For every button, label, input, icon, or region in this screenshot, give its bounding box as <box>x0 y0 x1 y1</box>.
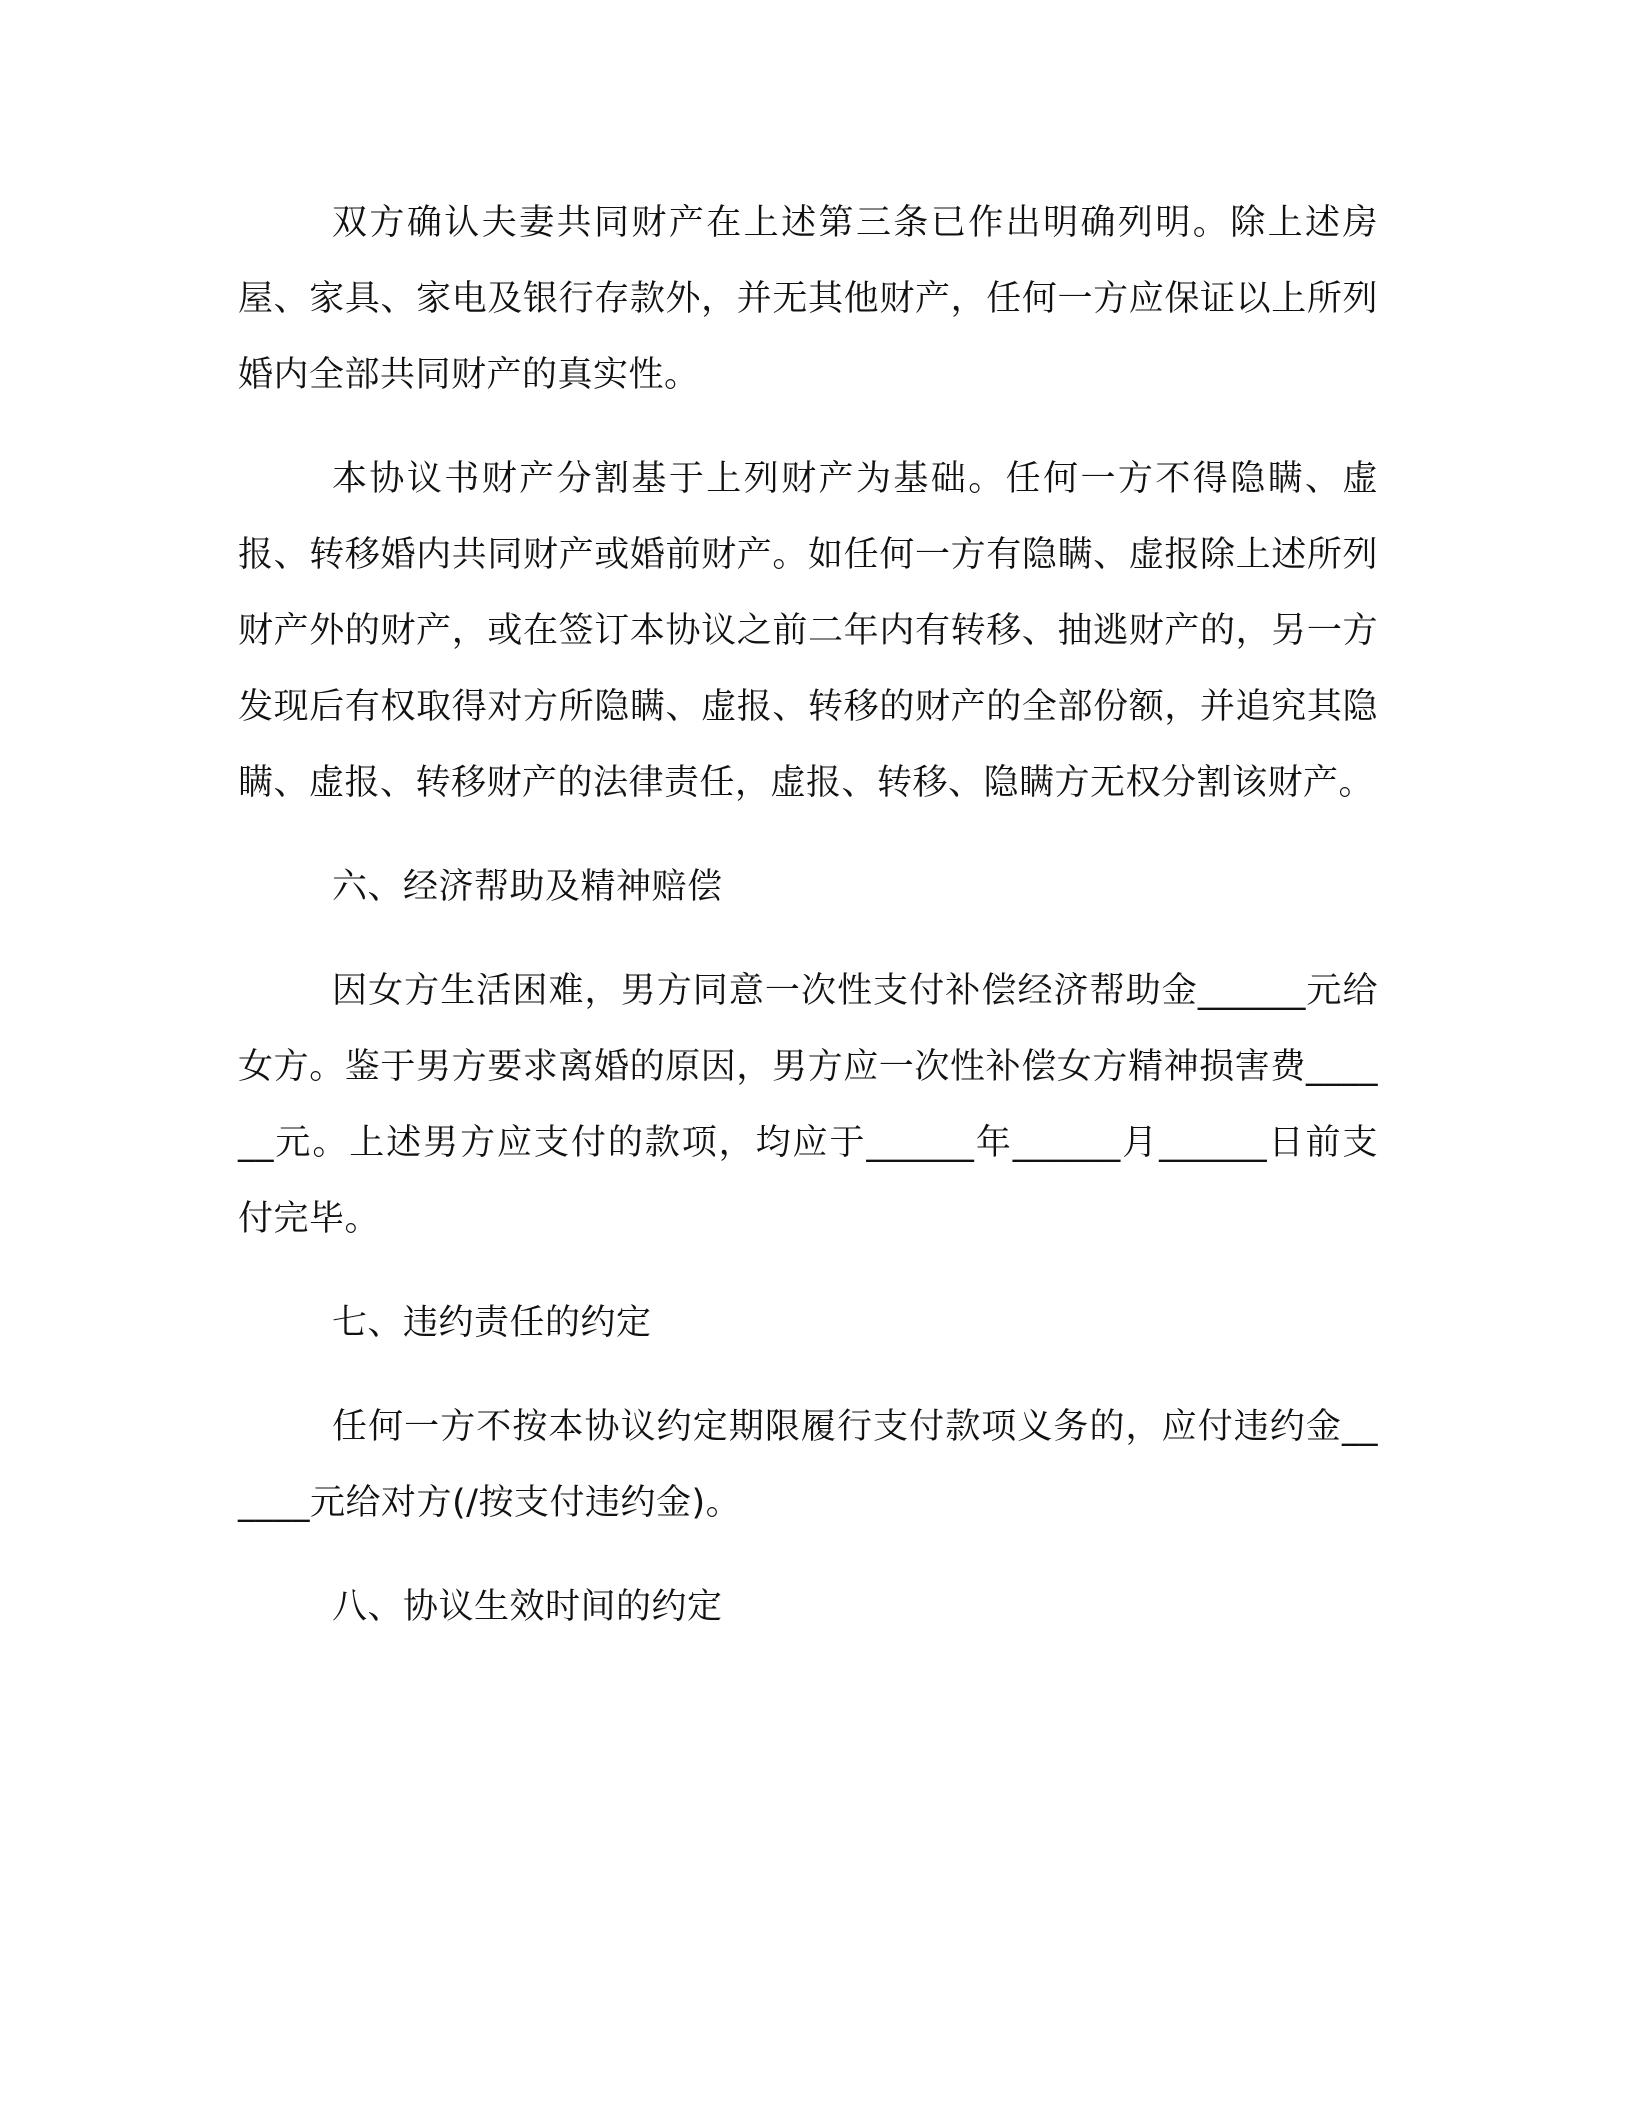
paragraph-breach-liability: 任何一方不按本协议约定期限履行支付款项义务的，应付违约金______元给对方(/按支付违约金)。 <box>238 1407 1378 1523</box>
document-body <box>238 185 1378 1645</box>
section-heading-8: 八、协议生效时间的约定 <box>332 1587 723 1627</box>
paragraph-property-confirmation: 双方确认夫妻共同财产在上述第三条已作出明确列明。除上述房屋、家具、家电及银行存款外，并无其他财产，任何一方应保证以上所列婚内全部共同财产的真实性。 <box>238 203 1378 395</box>
paragraph-property-division: 本协议书财产分割基于上列财产为基础。任何一方不得隐瞒、虚报、转移婚内共同财产或婚前财产。如任何一方有隐瞒、虚报除上述所列财产外的财产，或在签订本协议之前二年内有转移、抽逃财产的，另一方发现后有权取得对方所隐瞒、虚报、转移的财产的全部份额，并追究其隐瞒、虚报、转移财产的法律责任，虚报、转移、隐瞒方无权分割该财产。 <box>238 459 1378 803</box>
section-heading-6: 六、经济帮助及精神赔偿 <box>332 867 723 907</box>
paragraph-economic-help: 因女方生活困难，男方同意一次性支付补偿经济帮助金______元给女方。鉴于男方要求离婚的原因，男方应一次性补偿女方精神损害费______元。上述男方应支付的款项，均应于______年______月______日前支付完毕。 <box>238 971 1378 1239</box>
section-heading-7: 七、违约责任的约定 <box>332 1303 652 1343</box>
